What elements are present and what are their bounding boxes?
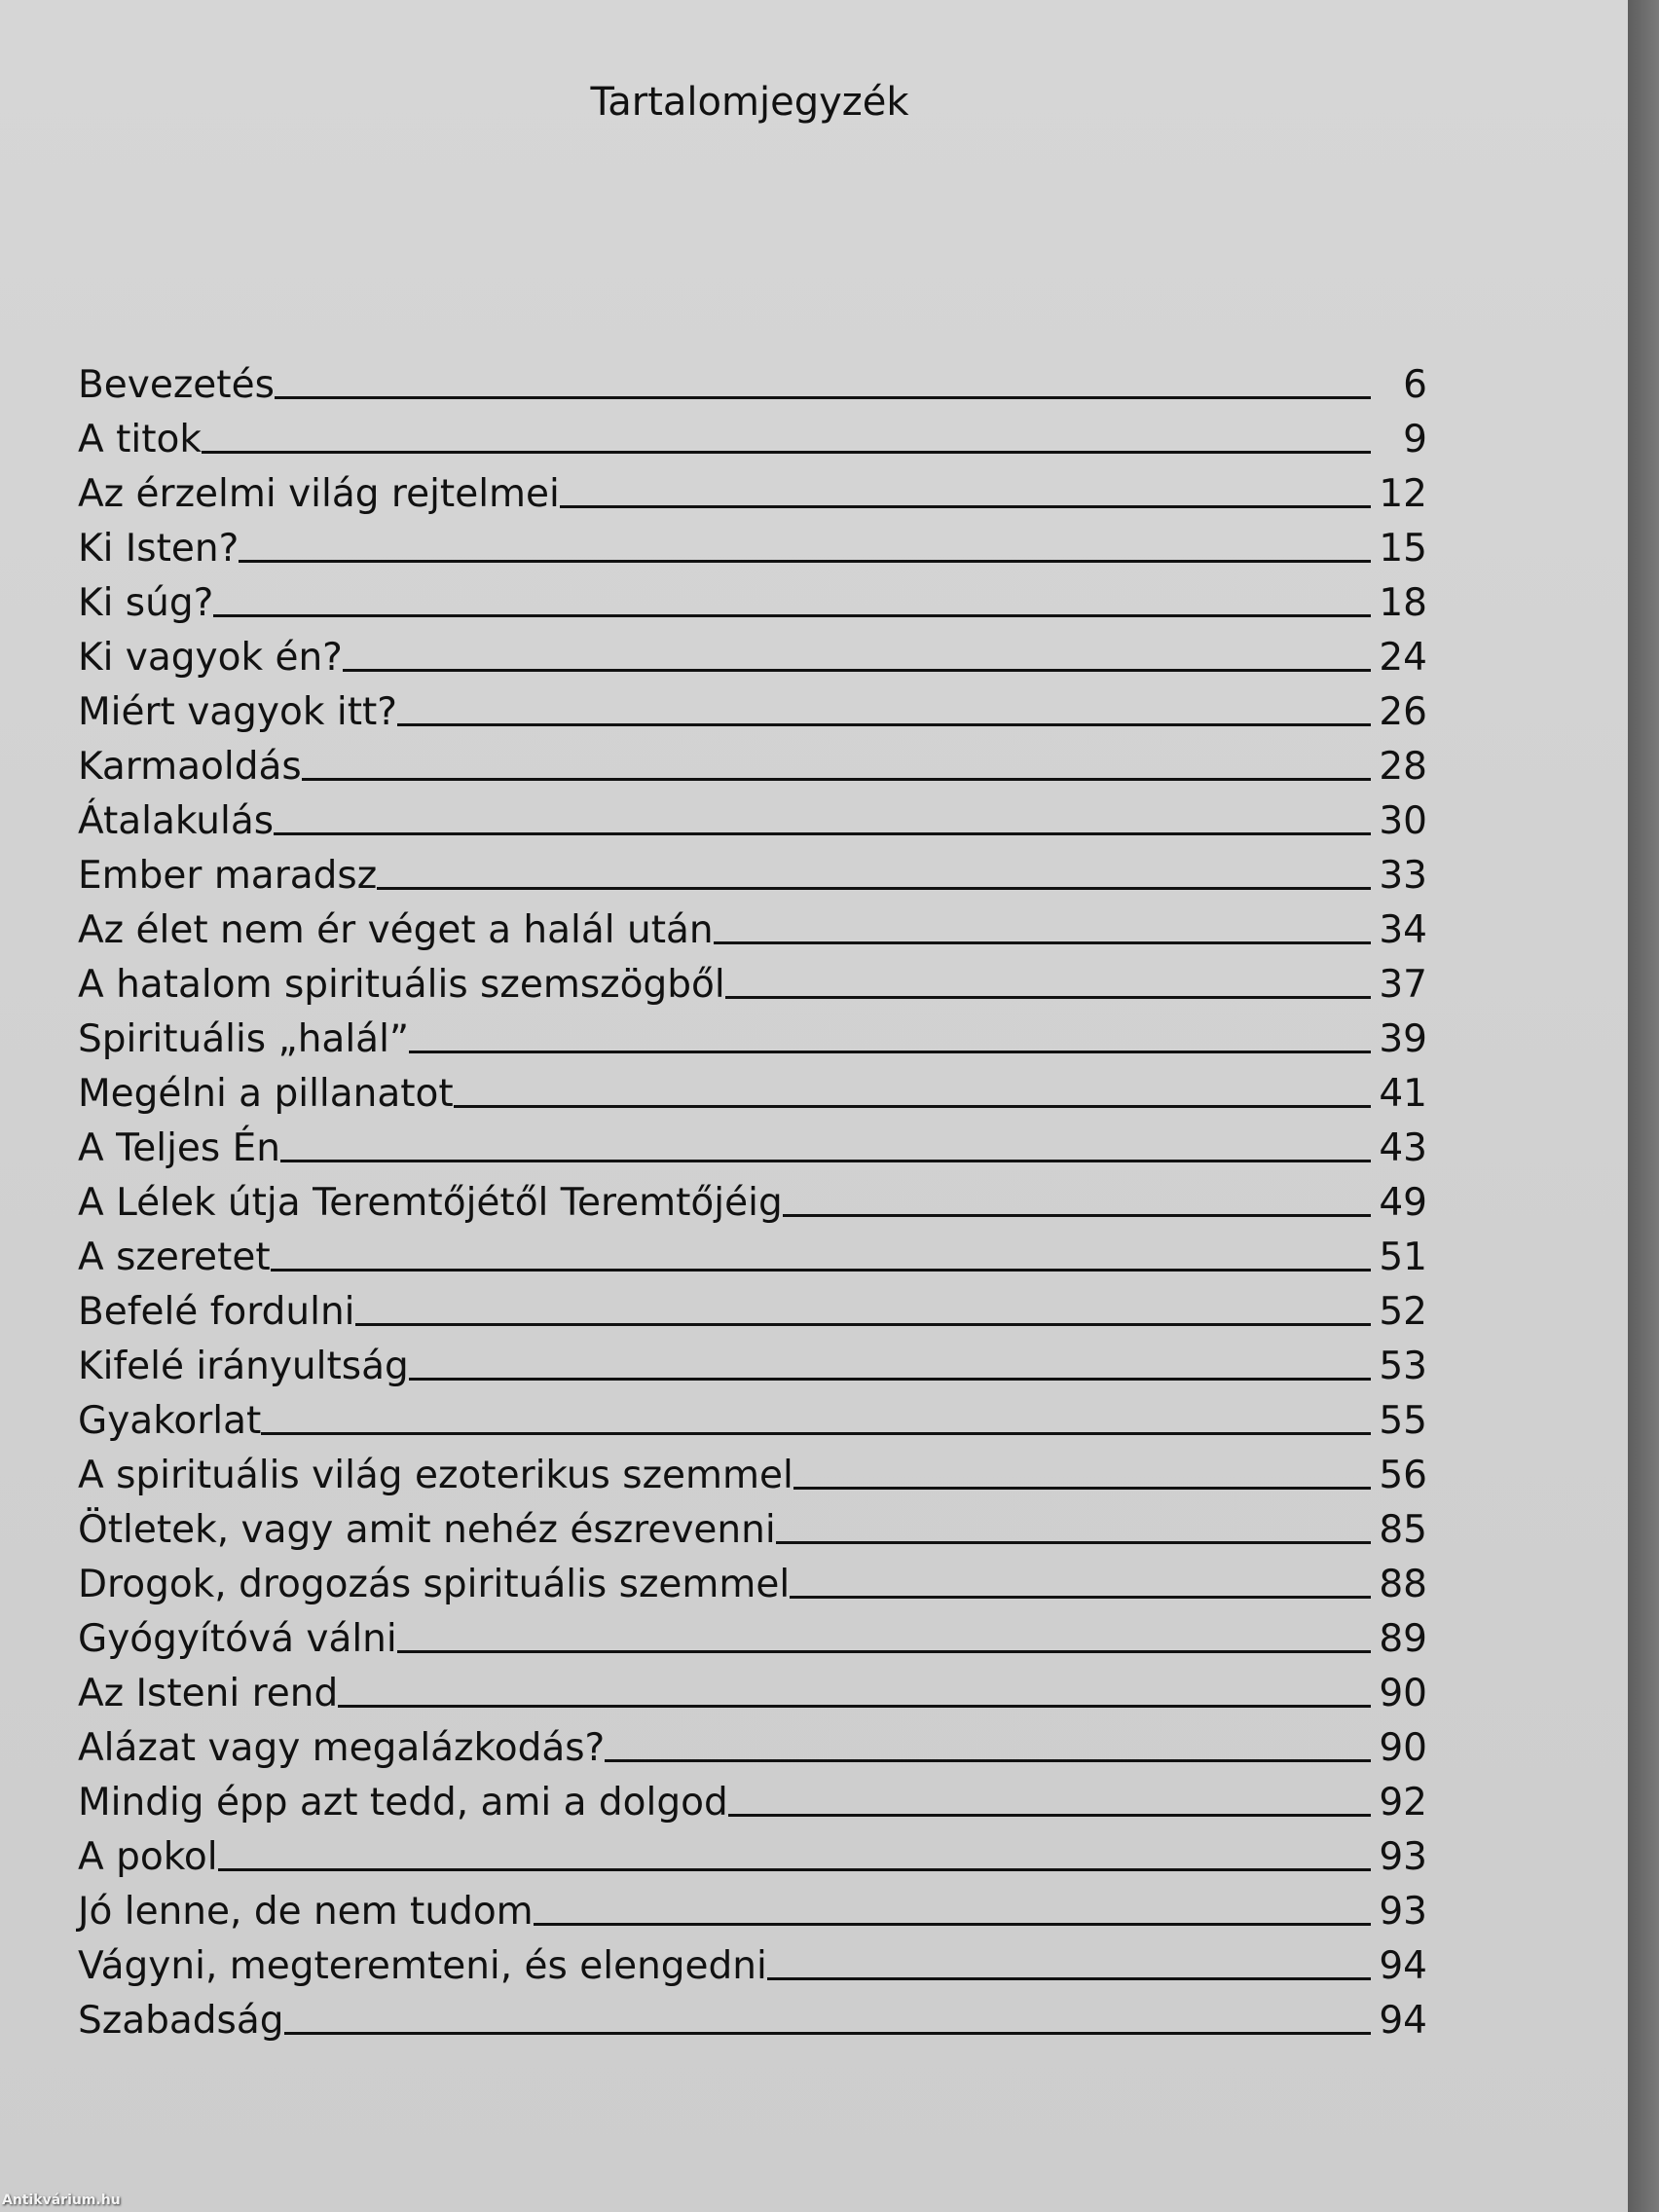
toc-entry-page: 34 bbox=[1379, 908, 1427, 952]
toc-entry-title: Megélni a pillanatot bbox=[78, 1072, 454, 1116]
leader-line bbox=[239, 560, 1371, 563]
toc-entry-page: 88 bbox=[1379, 1563, 1427, 1606]
toc-entry bbox=[78, 1225, 1427, 1279]
toc-entry-page: 12 bbox=[1379, 472, 1427, 516]
toc-entry-page: 92 bbox=[1379, 1781, 1427, 1825]
leader-line bbox=[454, 1105, 1371, 1108]
toc-entry-title: A szeretet bbox=[78, 1235, 271, 1279]
toc-entry-page: 89 bbox=[1379, 1617, 1427, 1661]
toc-entry bbox=[78, 734, 1427, 789]
toc-entry-page: 26 bbox=[1379, 690, 1427, 734]
toc-entry-title: Karmaoldás bbox=[78, 745, 302, 789]
toc-entry bbox=[78, 1934, 1427, 1988]
toc-entry bbox=[78, 898, 1427, 952]
toc-entry bbox=[78, 461, 1427, 516]
leader-line bbox=[728, 1814, 1371, 1817]
toc-entry bbox=[78, 1879, 1427, 1934]
toc-entry-page: 24 bbox=[1379, 636, 1427, 680]
toc-entry-page: 37 bbox=[1379, 963, 1427, 1007]
leader-line bbox=[280, 1160, 1371, 1162]
toc-entry-page: 30 bbox=[1379, 799, 1427, 843]
toc-entry-page: 55 bbox=[1379, 1399, 1427, 1443]
toc-entry bbox=[78, 625, 1427, 680]
toc-entry-title: Ki súg? bbox=[78, 581, 214, 625]
toc-entry bbox=[78, 1988, 1427, 2043]
toc-entry-title: A titok bbox=[78, 418, 202, 461]
toc-entry-title: Bevezetés bbox=[78, 363, 275, 407]
toc-entry bbox=[78, 1715, 1427, 1770]
toc-entry bbox=[78, 789, 1427, 843]
leader-line bbox=[409, 1378, 1371, 1381]
toc-entry-page: 51 bbox=[1379, 1235, 1427, 1279]
leader-line bbox=[605, 1759, 1371, 1762]
toc-entry-title: A pokol bbox=[78, 1835, 218, 1879]
toc-entry-title: A hatalom spirituális szemszögből bbox=[78, 963, 725, 1007]
leader-line bbox=[213, 614, 1371, 617]
leader-line bbox=[790, 1596, 1371, 1599]
toc-entry-title: Jó lenne, de nem tudom bbox=[78, 1890, 534, 1934]
leader-line bbox=[355, 1323, 1371, 1326]
toc-entry bbox=[78, 1007, 1427, 1061]
table-of-contents bbox=[78, 352, 1427, 2043]
leader-line bbox=[725, 996, 1371, 999]
toc-entry-page: 52 bbox=[1379, 1290, 1427, 1334]
toc-entry-title: Mindig épp azt tedd, ami a dolgod bbox=[78, 1781, 728, 1825]
toc-entry-title: Ki Isten? bbox=[78, 527, 240, 571]
leader-line bbox=[793, 1487, 1371, 1490]
toc-entry bbox=[78, 680, 1427, 734]
toc-entry-page: 85 bbox=[1379, 1508, 1427, 1552]
toc-entry-page: 94 bbox=[1379, 1999, 1427, 2043]
toc-entry-page: 93 bbox=[1379, 1890, 1427, 1934]
toc-entry-page: 15 bbox=[1379, 527, 1427, 571]
toc-entry bbox=[78, 571, 1427, 625]
toc-entry bbox=[78, 1061, 1427, 1116]
toc-entry-page: 90 bbox=[1379, 1672, 1427, 1715]
leader-line bbox=[767, 1977, 1371, 1980]
leader-line bbox=[284, 2032, 1371, 2035]
toc-entry-page: 18 bbox=[1379, 581, 1427, 625]
toc-entry-title: Alázat vagy megalázkodás? bbox=[78, 1726, 606, 1770]
toc-entry bbox=[78, 1334, 1427, 1388]
leader-line bbox=[343, 669, 1371, 672]
toc-entry-title: Az Isteni rend bbox=[78, 1672, 339, 1715]
toc-entry bbox=[78, 1116, 1427, 1170]
toc-entry bbox=[78, 1770, 1427, 1825]
toc-entry-page: 33 bbox=[1379, 854, 1427, 898]
toc-entry-title: Gyakorlat bbox=[78, 1399, 262, 1443]
toc-entry-page: 56 bbox=[1379, 1454, 1427, 1497]
leader-line bbox=[397, 1650, 1371, 1653]
toc-entry-title: Spirituális „halál” bbox=[78, 1017, 410, 1061]
leader-line bbox=[218, 1868, 1371, 1871]
page-edge bbox=[1628, 0, 1659, 2212]
toc-entry-title: Az érzelmi világ rejtelmei bbox=[78, 472, 560, 516]
toc-entry-title: Befelé fordulni bbox=[78, 1290, 355, 1334]
toc-entry-title: A Lélek útja Teremtőjétől Teremtőjéig bbox=[78, 1181, 783, 1225]
toc-entry-title: Drogok, drogozás spirituális szemmel bbox=[78, 1563, 791, 1606]
toc-entry bbox=[78, 516, 1427, 571]
toc-entry bbox=[78, 352, 1427, 407]
toc-entry bbox=[78, 952, 1427, 1007]
toc-entry bbox=[78, 1443, 1427, 1497]
leader-line bbox=[776, 1541, 1371, 1544]
toc-entry-title: Szabadság bbox=[78, 1999, 284, 2043]
leader-line bbox=[783, 1214, 1371, 1217]
toc-entry-title: A spirituális világ ezoterikus szemmel bbox=[78, 1454, 793, 1497]
toc-entry bbox=[78, 407, 1427, 461]
toc-entry-page: 93 bbox=[1379, 1835, 1427, 1879]
leader-line bbox=[202, 451, 1371, 454]
toc-entry bbox=[78, 1552, 1427, 1606]
toc-entry bbox=[78, 1497, 1427, 1552]
toc-entry-page: 49 bbox=[1379, 1181, 1427, 1225]
leader-line bbox=[302, 778, 1371, 781]
toc-entry-title: Vágyni, megteremteni, és elengedni bbox=[78, 1944, 767, 1988]
leader-line bbox=[377, 887, 1371, 890]
toc-entry-title: Átalakulás bbox=[78, 799, 275, 843]
toc-entry bbox=[78, 1661, 1427, 1715]
toc-entry-page: 94 bbox=[1379, 1944, 1427, 1988]
toc-entry-page: 41 bbox=[1379, 1072, 1427, 1116]
leader-line bbox=[261, 1432, 1371, 1435]
toc-entry-page: 90 bbox=[1379, 1726, 1427, 1770]
page-title: Tartalomjegyzék bbox=[590, 80, 909, 125]
leader-line bbox=[397, 723, 1371, 726]
watermark: Antikvárium.hu bbox=[2, 2193, 121, 2208]
toc-entry-page: 39 bbox=[1379, 1017, 1427, 1061]
toc-entry-page: 28 bbox=[1379, 745, 1427, 789]
leader-line bbox=[275, 396, 1371, 399]
toc-entry bbox=[78, 1606, 1427, 1661]
toc-entry bbox=[78, 1388, 1427, 1443]
leader-line bbox=[714, 941, 1371, 944]
toc-entry-title: Miért vagyok itt? bbox=[78, 690, 397, 734]
toc-entry-title: Ember maradsz bbox=[78, 854, 378, 898]
toc-entry-page: 6 bbox=[1403, 363, 1427, 407]
toc-entry bbox=[78, 1825, 1427, 1879]
leader-line bbox=[409, 1051, 1371, 1053]
toc-entry-page: 9 bbox=[1403, 418, 1427, 461]
toc-entry bbox=[78, 843, 1427, 898]
leader-line bbox=[560, 505, 1371, 508]
leader-line bbox=[271, 1269, 1371, 1272]
toc-entry bbox=[78, 1170, 1427, 1225]
toc-entry-title: A Teljes Én bbox=[78, 1126, 281, 1170]
toc-entry-title: Gyógyítóvá válni bbox=[78, 1617, 397, 1661]
leader-line bbox=[534, 1923, 1371, 1926]
toc-entry bbox=[78, 1279, 1427, 1334]
toc-entry-title: Ötletek, vagy amit nehéz észrevenni bbox=[78, 1508, 776, 1552]
leader-line bbox=[338, 1705, 1371, 1708]
leader-line bbox=[274, 832, 1371, 835]
toc-entry-page: 43 bbox=[1379, 1126, 1427, 1170]
toc-entry-title: Ki vagyok én? bbox=[78, 636, 343, 680]
toc-entry-title: Kifelé irányultság bbox=[78, 1345, 409, 1388]
toc-entry-page: 53 bbox=[1379, 1345, 1427, 1388]
toc-entry-title: Az élet nem ér véget a halál után bbox=[78, 908, 714, 952]
